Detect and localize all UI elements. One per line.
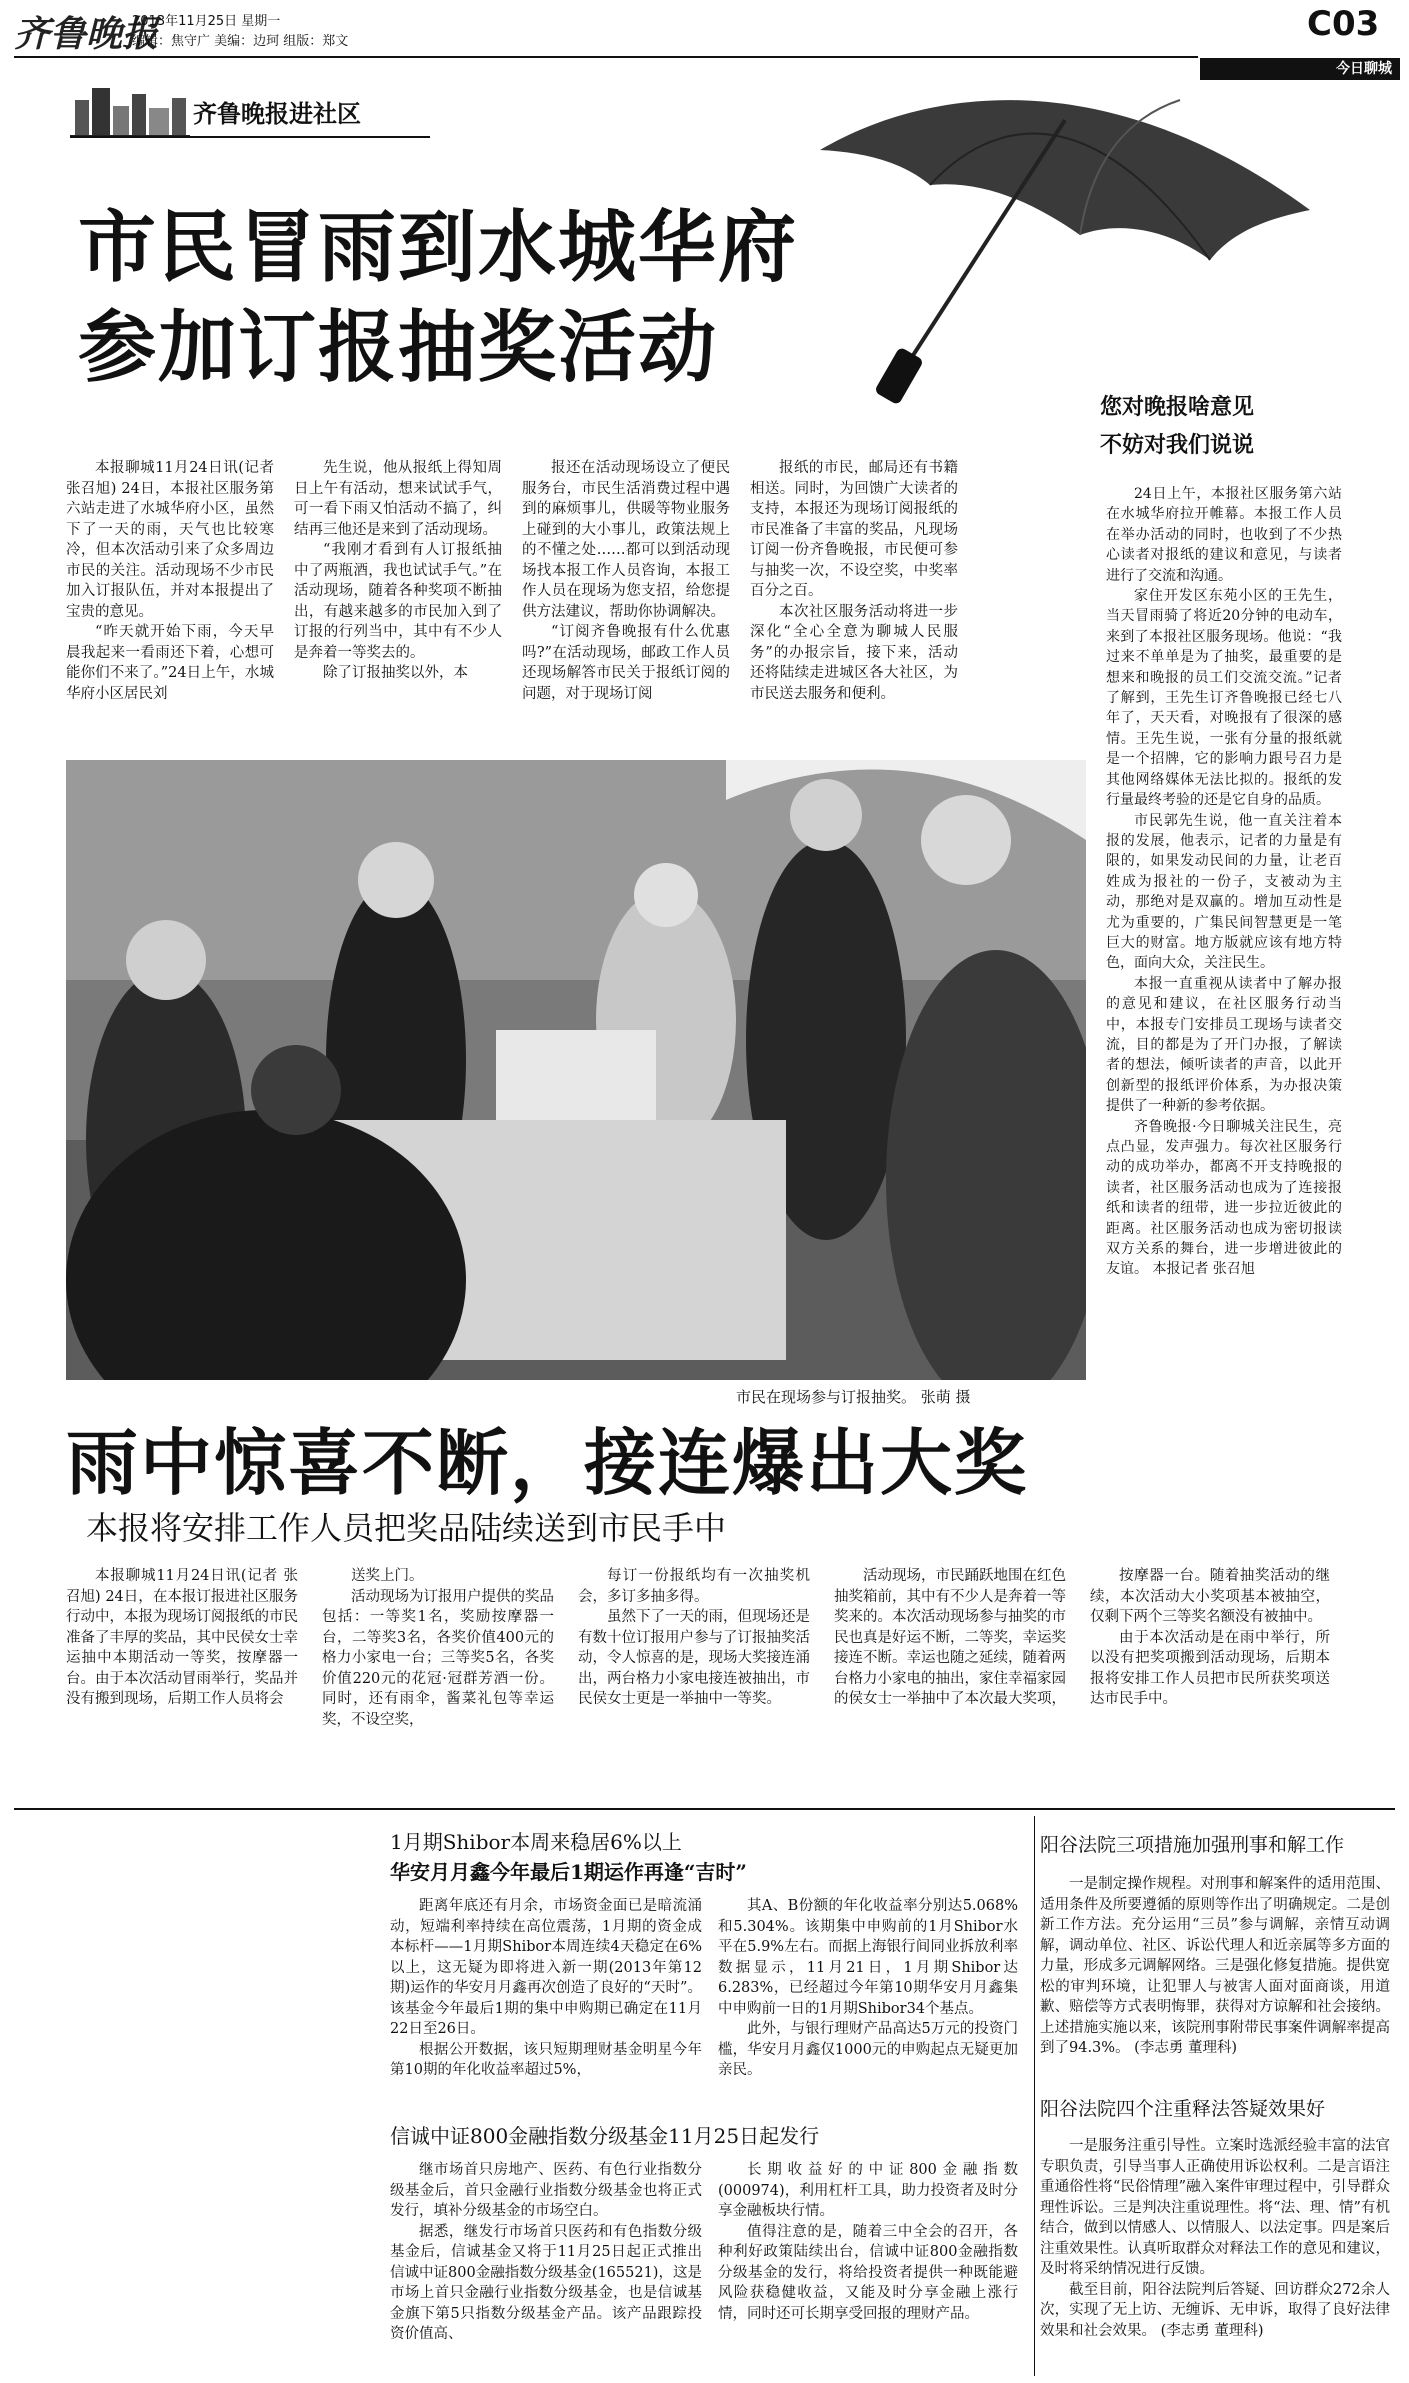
- story1-col3: 报还在活动现场设立了便民服务台，市民生活消费过程中遇到的麻烦事儿，供暖等物业服务上碰到的大小事儿，政策法规上的不懂之处……都可以到活动现场找本报工作人员咨询，本报工作人员在现场为您支招，给您提供方法建议，帮助你协调解决。 “订阅齐鲁晚报有什么优惠吗?”在活动现场，邮政工作人员还现场解答市民关于报纸订阅的问题，对于现场订阅: [522, 460, 730, 702]
- story1-col4: 报纸的市民，邮局还有书籍相送。同时，为回馈广大读者的支持，本报还为现场订阅报纸的市民准备了丰富的奖品，凡现场订阅一份齐鲁晚报，市民便可参与抽奖一次，不设空奖，中奖率百分之百。 本次社区服务活动将进一步深化“全心全意为聊城人民服务”的办报宗旨，接下来，活动还将陆续走进城区各大社区，为市民送去服务和便利。: [750, 460, 958, 702]
- story2-col2: 送奖上门。 活动现场为订报用户提供的奖品包括：一等奖1名，奖励按摩器一台，二等奖3名，各奖价值400元的格力小家电一台；三等奖5名，各奖价值220元的花冠·冠群芳酒一份。同时，还有雨伞，酱菜礼包等幸运奖，不设空奖，: [322, 1568, 554, 1728]
- story2-headline: 雨中惊喜不断，接连爆出大奖: [66, 1421, 1029, 1505]
- story2-col5: 按摩器一台。随着抽奖活动的继续，本次活动大小奖项基本被抽空，仅剩下两个三等奖名额没有被抽中。 由于本次活动是在雨中举行，所以没有把奖项搬到活动现场，后期本报将安排工作人员把市民所获奖项送达市民手中。: [1090, 1568, 1330, 1707]
- sidebar-body: 24日上午，本报社区服务第六站在水城华府拉开帷幕。本报工作人员在举办活动的同时，也收到了不少热心读者对报纸的建议和意见，与读者进行了交流和沟通。 家住开发区东苑小区的王先生，当天冒雨骑了将近20分钟的电动车，来到了本报社区服务现场。他说：“我过来不单单是为了抽奖，最重要的是想来和晚报的员工们交流交流。”记者了解到，王先生订齐鲁晚报已经七八年了，天天看，对晚报有了很深的感情。王先生说，一张有分量的报纸就是一个招牌，它的影响力跟号召力是其他网络媒体无法比拟的。报纸的发行量最终考验的还是它自身的品质。 市民郭先生说，他一直关注着本报的发展，他表示，记者的力量是有限的，如果发动民间的力量，让老百姓成为报社的一份子，支被动为主动，那绝对是双赢的。增加互动性是尤为重要的，广集民间智慧更是一笔巨大的财富。地方版就应该有地方特色，面向大众，关注民生。 本报一直重视从读者中了解办报的意见和建议，在社区服务行动当中，本报专门安排员工现场与读者交流，目的都是为了开门办报，了解读者的想法，倾听读者的声音，以此开创新型的报纸评价体系，为办报决策提供了一种新的参考依据。 齐鲁晚报·今日聊城关注民生，亮点凸显，发声强力。每次社区服务行动的成功举办，都离不开支持晚报的读者，社区服务活动也成为了连接报纸和读者的纽带，进一步拉近彼此的距离。社区服务活动也成为密切报读双方关系的舞台，进一步增进彼此的友谊。 本报记者 张召旭: [1106, 486, 1342, 1278]
- column-tag-rule: [70, 136, 430, 138]
- xincheng-headline: 信诚中证800金融指数分级基金11月25日起发行: [390, 2124, 820, 2148]
- shibor-col1: 距离年底还有月余，市场资金面已是暗流涌动，短端利率持续在高位震荡，1月期的资金成本标杆——1月期Shibor本周连续4天稳定在6%以上，这无疑为即将进入新一期(2013年第12期)运作的华安月月鑫再次创造了良好的“天时”。该基金今年最后1期的集中申购期已确定在11月22日至26日。 根据公开数据，该只短期理财基金明星今年第10期的年化收益率超过5%，: [390, 1898, 702, 2078]
- court2-body: 一是服务注重引导性。立案时选派经验丰富的法官专职负责，引导当事人正确使用诉讼权利。二是言语注重通俗性将“民俗情理”融入案件审理过程中，引导群众理性诉讼。三是判决注重说理性。将“法、理、情”有机结合，做到以情感人、以情服人、以法定事。四是案后注重效果性。认真听取群众对释法工作的意见和建议，及时将采纳情况进行反馈。 截至目前，阳谷法院判后答疑、回访群众272余人次，实现了无上访、无缠诉、无申诉，取得了良好法律效果和社会效果。 (李志勇 董理科): [1040, 2138, 1390, 2339]
- story1-col2: 先生说，他从报纸上得知周日上午有活动，想来试试手气，可一看下雨又怕活动不搞了，纠结再三他还是来到了活动现场。 “我刚才看到有人订报纸抽中了两瓶酒，我也试试手气。”在活动现场，随着各种奖项不断抽出，有越来越多的市民加入到了订报的行列当中，其中有不少人是奔着一等奖去的。 除了订报抽奖以外，本: [294, 460, 502, 681]
- xincheng-col1: 继市场首只房地产、医药、有色行业指数分级基金后，首只金融行业指数分级基金也将正式发行，填补分级基金的市场空白。 据悉，继发行市场首只医药和有色指数分级基金后，信诚基金又将于11月25日起正式推出信诚中证800金融指数分级基金(165521)，这是市场上首只金融行业指数分级基金，也是信诚基金旗下第5只指数分级基金产品。该产品跟踪投资价值高、: [390, 2162, 702, 2342]
- masthead-editors: 编辑：焦守广 美编：边珂 组版：郑文: [132, 34, 349, 49]
- sidebar-title-1: 您对晚报啥意见: [1100, 395, 1255, 420]
- shibor-headline-2: 华安月月鑫今年最后1期运作再逢“吉时”: [390, 1860, 747, 1884]
- section-badge: 今日聊城: [1200, 58, 1400, 80]
- court-column-divider: [1034, 1816, 1035, 2376]
- shibor-col2: 其A、B份额的年化收益率分别达5.068%和5.304%。该期集中申购前的1月Shibor水平在5.9%左右。而据上海银行间同业拆放利率数据显示，11月21日，1月期Shibor达6.283%，已经超过今年第10期华安月月鑫集中申购前一日的1月期Shibor34个基点。 此外，与银行理财产品高达5万元的投资门槛，华安月月鑫仅1000元的申购起点无疑更加亲民。: [718, 1898, 1018, 2078]
- story2-col4: 活动现场，市民踊跃地围在红色抽奖箱前，其中有不少人是奔着一等奖来的。本次活动现场参与抽奖的市民也真是好运不断，二等奖，幸运奖接连不断。幸运也随之延续，随着两台格力小家电的抽出，家住幸福家园的侯女士一举抽中了本次最大奖项，: [834, 1568, 1066, 1707]
- story2-col3: 每订一份报纸均有一次抽奖机会，多订多抽多得。 虽然下了一天的雨，但现场还是有数十位订报用户参与了订报抽奖活动，令人惊喜的是，现场大奖接连涌出，两台格力小家电接连被抽出，市民侯女士更是一举抽中一等奖。: [578, 1568, 810, 1707]
- court2-headline: 阳谷法院四个注重释法答疑效果好: [1040, 2098, 1326, 2120]
- page-number: C03: [1307, 4, 1380, 44]
- sidebar-title-2: 不妨对我们说说: [1100, 433, 1255, 458]
- masthead-rule: [14, 56, 1198, 58]
- umbrella-image: [790, 60, 1330, 420]
- story1-headline-line2: 参加订报抽奖活动: [78, 303, 719, 393]
- photo-caption: 市民在现场参与订报抽奖。 张萌 摄: [736, 1388, 971, 1406]
- story2-subhead: 本报将安排工作人员把奖品陆续送到市民手中: [86, 1509, 727, 1547]
- xincheng-col2: 长期收益好的中证800金融指数(000974)，利用杠杆工具，助力投资者及时分享金融板块行情。 值得注意的是，随着三中全会的召开，各种利好政策陆续出台，信诚中证800金融指数分级基金的发行，将给投资者提供一种既能避风险获稳健收益，又能及时分享金融上涨行情，同时还可长期享受回报的理财产品。: [718, 2162, 1018, 2322]
- masthead-logo: 齐鲁晚报: [14, 13, 159, 55]
- buildings-icon: [70, 78, 190, 138]
- column-tag: 齐鲁晚报进社区: [193, 100, 361, 128]
- section-divider: [14, 1808, 1395, 1810]
- shibor-headline-1: 1月期Shibor本周来稳居6%以上: [390, 1830, 682, 1854]
- court1-headline: 阳谷法院三项措施加强刑事和解工作: [1040, 1834, 1345, 1856]
- lottery-photo: [66, 760, 1086, 1380]
- story2-col1: 本报聊城11月24日讯(记者 张召旭) 24日，在本报订报进社区服务行动中，本报为现场订阅报纸的市民准备了丰厚的奖品，其中民侯女士幸运抽中本期活动一等奖，按摩器一台。由于本次活动冒雨举行，奖品并没有搬到现场，后期工作人员将会: [66, 1568, 298, 1707]
- masthead-date: 2013年11月25日 星期一: [132, 14, 281, 29]
- story1-headline-line1: 市民冒雨到水城华府: [78, 203, 799, 293]
- story1-col1: 本报聊城11月24日讯(记者 张召旭) 24日，本报社区服务第六站走进了水城华府小区，虽然下了一天的雨，天气也比较寒冷，但本次活动引来了众多周边市民的关注。活动现场不少市民加入订报队伍，并对本报提出了宝贵的意见。 “昨天就开始下雨，今天早晨我起来一看雨还下着，心想可能你们不来了。”24日上午，水城华府小区居民刘: [66, 460, 274, 702]
- court1-body: 一是制定操作规程。对刑事和解案件的适用范围、适用条件及所要遵循的原则等作出了明确规定。二是创新工作方法。充分运用“三员”参与调解，亲情互动调解，调动单位、社区、诉讼代理人和近亲属等多方面的力量，形成多元调解网络。三是强化修复措施。提供宽松的审判环境，让犯罪人与被害人面对面商谈，用道歉、赔偿等方式表明悔罪，获得对方谅解和社会接纳。上述措施实施以来，该院刑事附带民事案件调解率提高到了94.3%。 (李志勇 董理科): [1040, 1876, 1390, 2056]
